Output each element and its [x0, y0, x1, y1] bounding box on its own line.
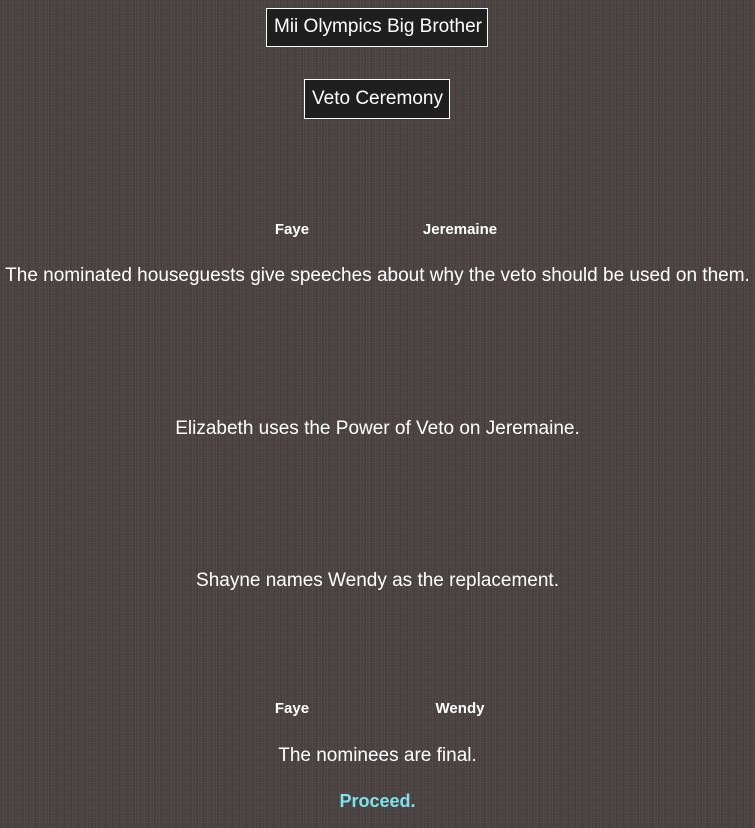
page-title: Mii Olympics Big Brother [266, 8, 488, 47]
final-text: The nominees are final. [278, 745, 477, 766]
replacement-text: Shayne names Wendy as the replacement. [196, 570, 559, 591]
speeches-text: The nominated houseguests give speeches about why the veto should be used on them. [5, 265, 750, 286]
section-title: Veto Ceremony [304, 79, 450, 119]
initial-nominee-1: Faye [274, 221, 310, 238]
final-nominee-1: Faye [274, 700, 310, 717]
proceed-container [0, 791, 755, 812]
final-nominee-2: Wendy [435, 700, 485, 717]
initial-nominee-2: Jeremaine [422, 221, 498, 238]
veto-used-text: Elizabeth uses the Power of Veto on Jeremaine. [175, 418, 580, 439]
proceed-link[interactable]: Proceed. [339, 791, 416, 811]
